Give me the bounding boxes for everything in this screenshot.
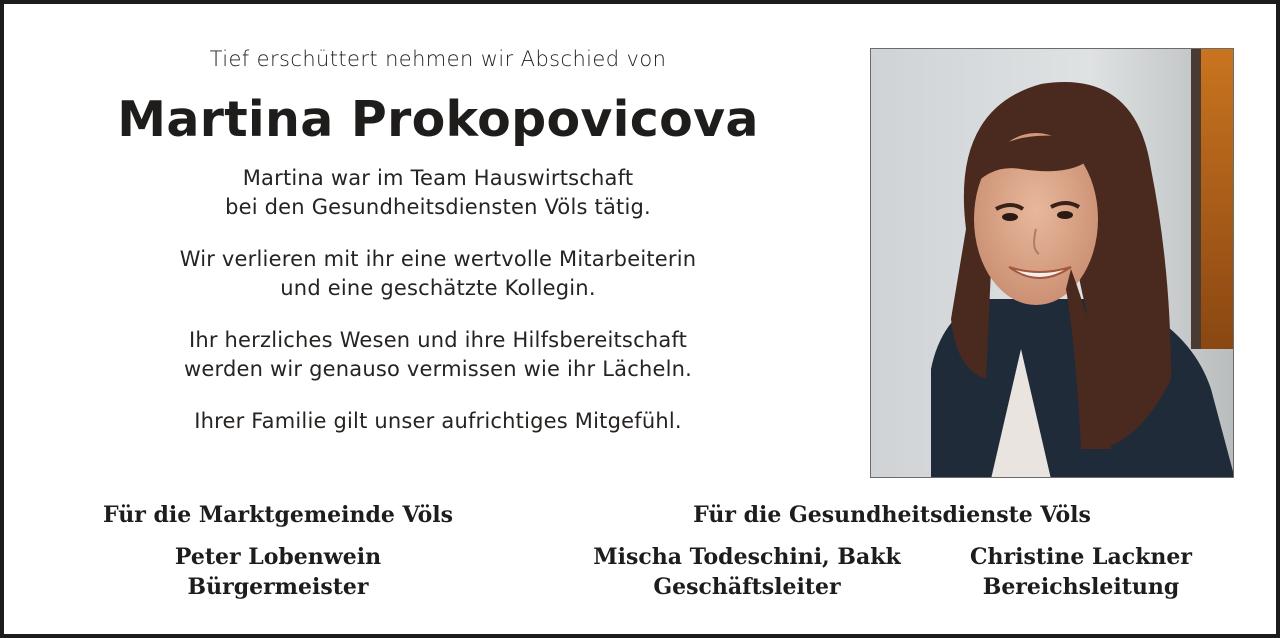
portrait-photo xyxy=(870,48,1234,478)
text-line: Ihr herzliches Wesen und ihre Hilfsbereitschaft xyxy=(188,328,688,352)
signatory-name: Mischa Todeschini, Bakk xyxy=(593,544,901,570)
organization-label: Für die Marktgemeinde Völs xyxy=(103,502,453,528)
obituary-text xyxy=(28,34,848,436)
signatory-role: Bürgermeister xyxy=(187,574,369,600)
organization-label: Für die Gesundheitsdienste Völs xyxy=(693,502,1091,528)
signature-department-head xyxy=(946,542,1216,602)
text-line: werden wir genauso vermissen wie ihr Lächeln. xyxy=(183,357,693,381)
signature-managing-director xyxy=(582,542,912,602)
text-line: Wir verlieren mit ihr eine wertvolle Mitarbeiterin xyxy=(179,247,697,271)
text-line: und eine geschätzte Kollegin. xyxy=(280,276,596,300)
paragraph-loss xyxy=(28,245,848,303)
intro-line: Tief erschüttert nehmen wir Abschied von xyxy=(209,47,667,71)
signatory-name: Peter Lobenwein xyxy=(174,544,382,570)
text-line: bei den Gesundheitsdiensten Völs tätig. xyxy=(225,195,651,219)
signature-municipality xyxy=(100,500,456,602)
signatory-role: Geschäftsleiter xyxy=(653,574,841,600)
text-line: Ihrer Familie gilt unser aufrichtiges Mitgefühl. xyxy=(194,409,682,433)
text-line: Martina war im Team Hauswirtschaft xyxy=(242,166,634,190)
paragraph-role xyxy=(28,164,848,222)
signatory-role: Bereichsleitung xyxy=(982,574,1180,600)
paragraph-remembrance xyxy=(28,326,848,384)
deceased-name: Martina Prokopovicova xyxy=(117,91,759,148)
signatory-name: Christine Lackner xyxy=(970,544,1192,570)
paragraph-condolence xyxy=(28,407,848,436)
signature-health-services xyxy=(664,500,1120,530)
